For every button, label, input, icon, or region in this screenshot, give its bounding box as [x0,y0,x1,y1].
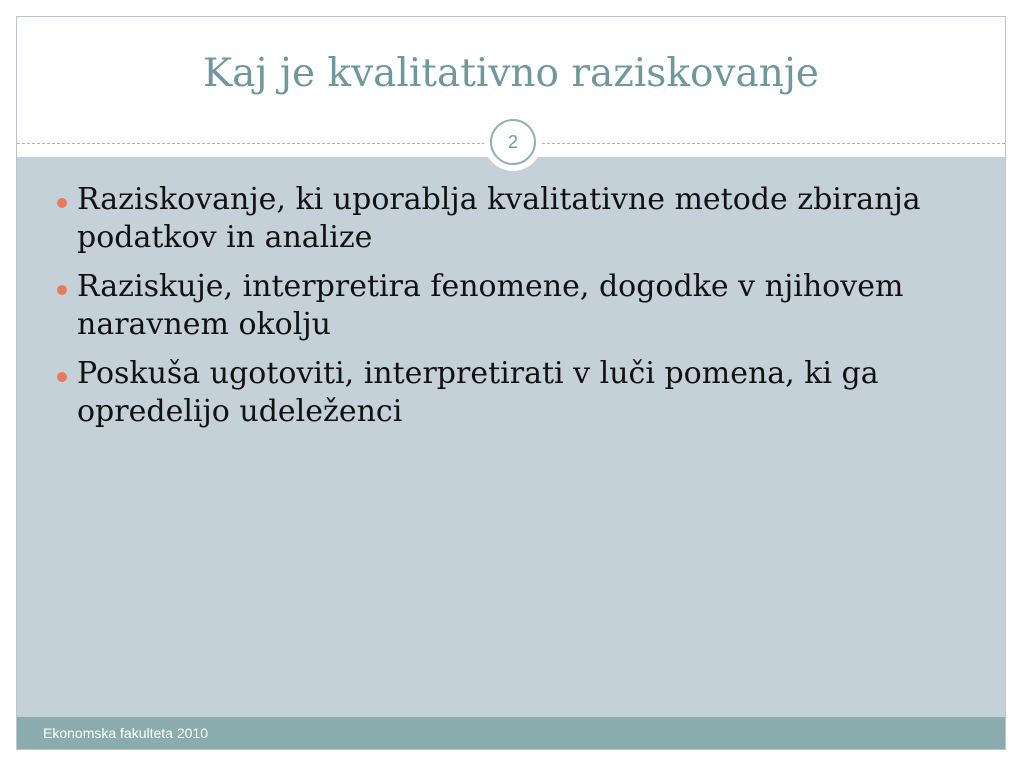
footer-text: Ekonomska fakulteta 2010 [43,725,208,741]
page-number-badge [484,113,542,171]
page-number: 2 [490,119,536,165]
bullet-text: Raziskovanje, ki uporablja kvalitativne metode zbiranja podatkov in analize [77,182,921,256]
bullet-list [57,181,977,441]
bullet-item [57,355,977,432]
footer-bar [17,717,1005,749]
bullet-item [57,181,977,258]
bullet-item [57,268,977,345]
bullet-text: Poskuša ugotoviti, interpretirati v luči pomena, ki ga opredelijo udeleženci [77,355,879,429]
bullet-text: Raziskuje, interpretira fenomene, dogodke v njihovem naravnem okolju [77,268,904,343]
bullet-marker-icon [57,372,67,382]
bullet-marker-icon [57,198,67,208]
slide-title: Kaj je kvalitativno raziskovanje [202,51,820,96]
bullet-marker-icon [57,285,67,295]
slide [16,16,1006,750]
